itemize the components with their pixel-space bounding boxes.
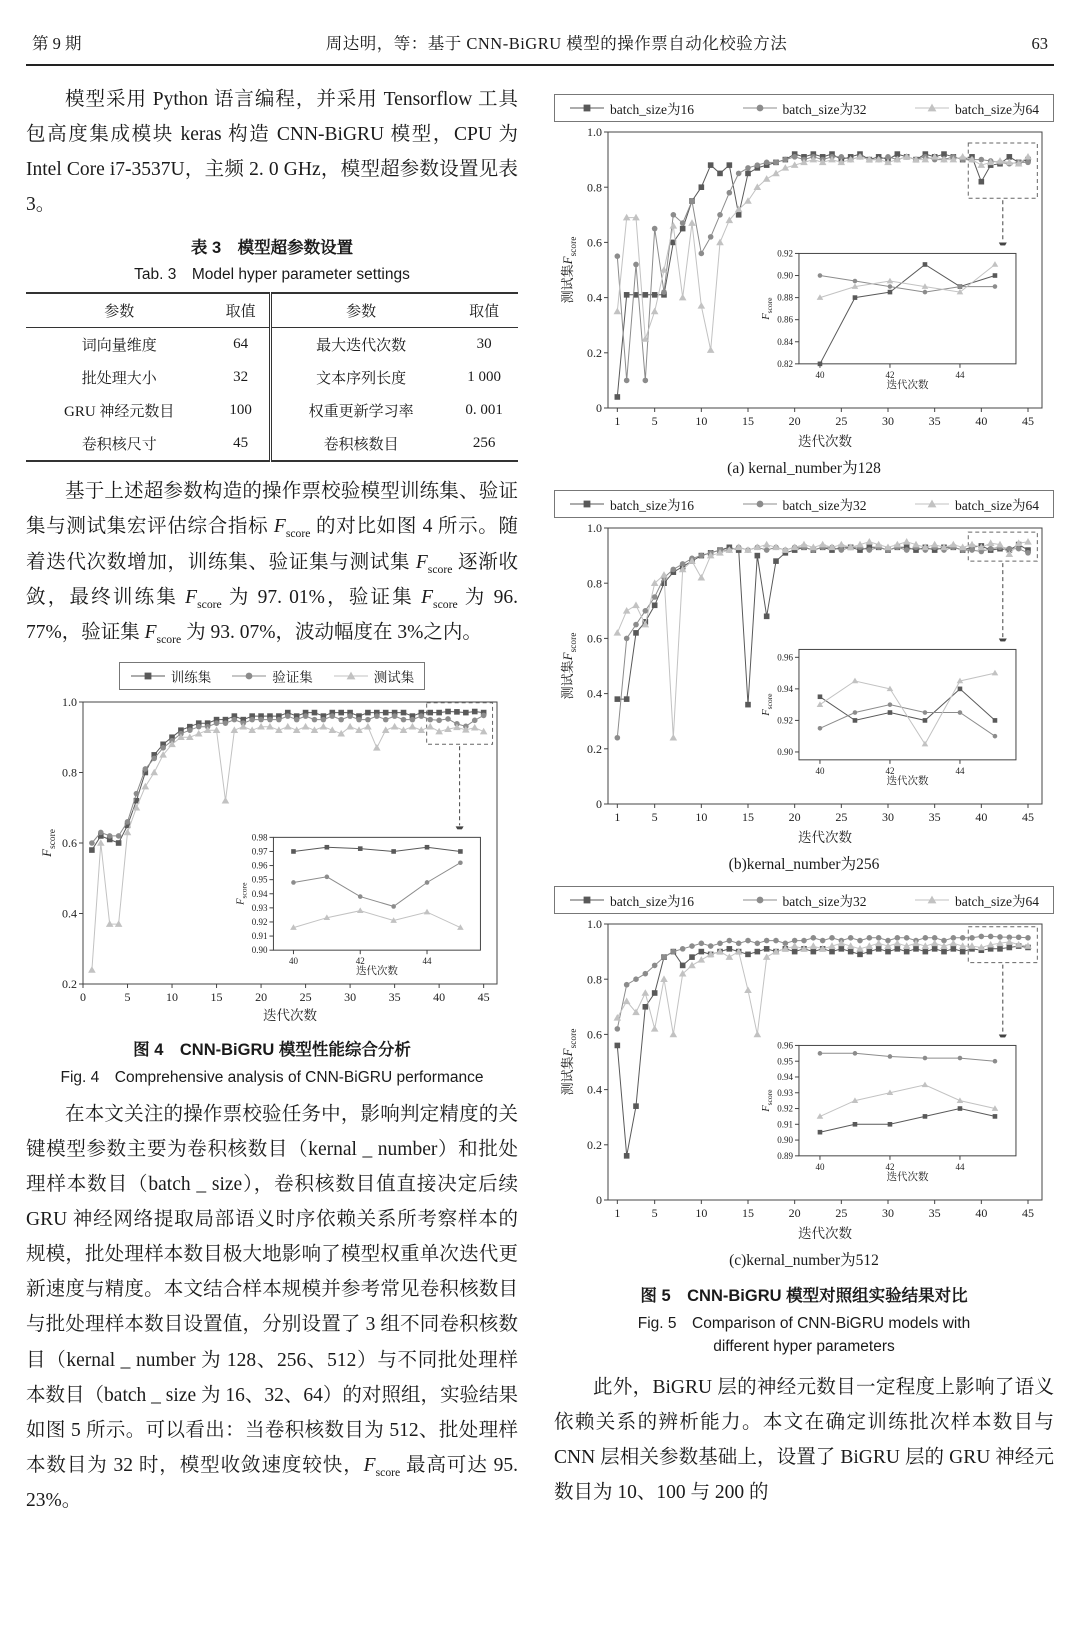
svg-text:迭代次数: 迭代次数 — [263, 1007, 317, 1023]
svg-text:0.92: 0.92 — [777, 1103, 793, 1114]
svg-text:10: 10 — [166, 989, 179, 1004]
col-header: 参数 — [270, 293, 450, 328]
svg-text:0.94: 0.94 — [777, 683, 793, 694]
svg-text:0.90: 0.90 — [777, 1135, 793, 1146]
table-cell: 文本序列长度 — [270, 361, 450, 394]
legend-label: 验证集 — [272, 669, 313, 685]
figure5c-subcaption: (c)kernal_number为512 — [729, 1252, 879, 1269]
table-cell: 批处理大小 — [81, 371, 157, 388]
svg-text:0.92: 0.92 — [777, 715, 793, 726]
square-marker-icon — [569, 498, 605, 510]
svg-text:44: 44 — [955, 369, 965, 380]
col-header: 参数 — [26, 293, 212, 328]
svg-text:0.6: 0.6 — [587, 631, 602, 646]
legend-item — [130, 666, 212, 686]
running-title: 周达明，等：基于 CNN-BiGRU 模型的操作票自动化校验方法 — [325, 34, 788, 53]
figure5c-legend — [554, 886, 1054, 914]
svg-text:0.97: 0.97 — [251, 846, 268, 857]
svg-text:0.90: 0.90 — [251, 945, 268, 956]
legend-label: 训练集 — [170, 669, 212, 685]
legend-item — [742, 98, 867, 118]
figure5b — [554, 490, 1054, 874]
svg-text:0.98: 0.98 — [251, 832, 268, 843]
svg-text:42: 42 — [355, 956, 365, 967]
table-row — [26, 427, 518, 461]
svg-text:1.0: 1.0 — [587, 125, 602, 140]
svg-text:1: 1 — [614, 1206, 621, 1220]
svg-text:30: 30 — [882, 414, 894, 428]
svg-text:0.96: 0.96 — [777, 1040, 793, 1051]
svg-text:40: 40 — [288, 956, 298, 967]
hyperparameter-table — [26, 292, 518, 462]
svg-text:0: 0 — [80, 989, 86, 1004]
svg-text:30: 30 — [882, 1206, 894, 1220]
figure4 — [26, 662, 518, 1087]
legend-label: batch_size为64 — [955, 498, 1039, 513]
svg-text:Fscore: $F_{score}$ — [760, 1089, 775, 1112]
svg-text:0.84: 0.84 — [777, 336, 793, 347]
legend-item — [569, 98, 694, 118]
svg-text:10: 10 — [695, 1206, 708, 1220]
svg-text:迭代次数: 迭代次数 — [798, 1226, 852, 1241]
svg-text:迭代次数: 迭代次数 — [798, 830, 852, 845]
circle-marker-icon — [742, 498, 778, 510]
svg-text:5: 5 — [124, 989, 131, 1004]
svg-text:Fscore: $F_{score}$ — [760, 297, 775, 320]
svg-text:0.96: 0.96 — [251, 860, 268, 871]
svg-text:0.86: 0.86 — [777, 314, 793, 325]
svg-text:0.96: 0.96 — [777, 652, 793, 663]
svg-text:0.94: 0.94 — [251, 888, 268, 899]
figure5c — [554, 886, 1054, 1270]
svg-text:5: 5 — [651, 414, 658, 428]
svg-text:35: 35 — [928, 810, 941, 824]
svg-text:0.2: 0.2 — [587, 741, 602, 756]
svg-text:15: 15 — [742, 414, 754, 428]
svg-text:0.89: 0.89 — [777, 1150, 793, 1161]
figure5-caption-zh: 图 5 CNN-BiGRU 模型对照组实验结果对比 — [640, 1287, 968, 1305]
svg-text:0.90: 0.90 — [777, 747, 793, 758]
svg-text:15: 15 — [742, 810, 754, 824]
svg-text:0.93: 0.93 — [251, 902, 268, 913]
svg-text:15: 15 — [742, 1206, 754, 1220]
svg-text:40: 40 — [975, 810, 988, 824]
svg-text:测试集Fscore: 测试集$F_{score}$ — [560, 236, 579, 304]
svg-text:0.8: 0.8 — [587, 180, 602, 195]
svg-text:20: 20 — [788, 810, 801, 824]
two-column-layout — [26, 82, 1054, 1522]
svg-text:25: 25 — [299, 989, 312, 1004]
legend-label: batch_size为64 — [955, 894, 1039, 909]
svg-text:0: 0 — [596, 797, 602, 812]
legend-label: batch_size为32 — [782, 498, 867, 513]
svg-text:0.4: 0.4 — [587, 290, 602, 305]
svg-text:42: 42 — [885, 765, 895, 776]
table-cell: 权重更新学习率 — [270, 394, 450, 427]
svg-text:0: 0 — [596, 1193, 602, 1208]
svg-text:0.95: 0.95 — [251, 874, 268, 885]
svg-text:5: 5 — [651, 1206, 658, 1220]
paragraph-hyperparameter-discussion: 在本文关注的操作票校验任务中，影响判定精度的关键模型参数主要为卷积核数目（kernal _ number）和批处理样本数目（batch _ size），卷积核数目值直接决定后续 GRU 神经网络提取局部语义时序依赖关系所考察样本的规模，批处理样本数目极大地影响了模型权重单次迭代更新速度与精度。本文结合样本规模并参考常见卷积核数目与批处理样本数目设置值，分别设置了 3 组不同卷积核数目（kernal _ number 为 128、256、512）与不同批处理样本数目（batch _ size 为 16、32、64）的对照组，实验结果如图 5 所示。可以看出：当卷积核数目为 512、批处理样本数目为 32 时，模型收敛速度较快，$F_{score}$ 最高可达 95. 23%。 — [26, 1103, 518, 1511]
table-cell: 卷积核数目 — [270, 427, 450, 461]
svg-text:0.8: 0.8 — [62, 765, 77, 780]
svg-text:15: 15 — [210, 989, 223, 1004]
paragraph-fscore-convergence: 基于上述超参数构造的操作票校验模型训练集、验证集与测试集宏评估综合指标 $F_{score}$ 的对比如图 4 所示。随着迭代次数增加，训练集、验证集与测试集 $F_{score}$ 逐渐收敛，最终训练集 $F_{score}$ 为 97. 01%，验证集 $F_{score}$ 为 96. 77%，验证集 $F_{score}$ 为 93. 07%，波动幅度在 3%之内。 — [26, 481, 518, 646]
circle-marker-icon — [742, 894, 778, 906]
svg-text:迭代次数: 迭代次数 — [886, 775, 929, 787]
table-row — [26, 394, 518, 427]
figure5c-chart — [558, 916, 1050, 1246]
paragraph-bigru-neurons: 此外，BiGRU 层的神经元数目一定程度上影响了语义依赖关系的辨析能力。本文在确定训练批次样本数目与 CNN 层相关参数基础上，设置了 BiGRU 层的 GRU 神经元数目为 10、100 与 200 的 — [554, 1377, 1054, 1504]
svg-text:40: 40 — [815, 1161, 825, 1172]
figure4-caption-en: Fig. 4 Comprehensive analysis of CNN-BiGRU performance — [60, 1068, 484, 1086]
legend-item — [742, 890, 867, 910]
legend-label: batch_size为16 — [610, 498, 694, 513]
paragraph-model-implementation: 模型采用 Python 语言编程，并采用 Tensorflow 工具包高度集成模块 keras 构造 CNN-BiGRU 模型，CPU 为 Intel Core i7-3537U，主频 2. 0 GHz，模型超参数设置见表 3。 — [26, 89, 518, 216]
svg-text:25: 25 — [835, 1206, 848, 1220]
figure5b-legend — [554, 490, 1054, 518]
table-header-row — [26, 293, 518, 328]
legend-item — [914, 494, 1039, 514]
legend-item — [231, 666, 313, 686]
figure4-chart — [37, 692, 507, 1028]
table3-caption-en: Tab. 3 Model hyper parameter settings — [134, 266, 410, 284]
svg-text:20: 20 — [255, 989, 268, 1004]
legend-item — [914, 98, 1039, 118]
svg-text:30: 30 — [344, 989, 357, 1004]
figure5-caption-en-line2: different hyper parameters — [713, 1338, 895, 1355]
svg-text:10: 10 — [695, 810, 708, 824]
svg-text:1.0: 1.0 — [587, 521, 602, 536]
legend-item — [914, 890, 1039, 910]
svg-text:45: 45 — [1022, 414, 1034, 428]
svg-text:40: 40 — [815, 369, 825, 380]
svg-text:44: 44 — [955, 1161, 965, 1172]
table-cell: 100 — [229, 402, 252, 419]
svg-text:0.90: 0.90 — [777, 270, 793, 281]
svg-text:0.2: 0.2 — [587, 345, 602, 360]
svg-text:0.8: 0.8 — [587, 972, 602, 987]
svg-text:35: 35 — [388, 989, 401, 1004]
svg-text:20: 20 — [788, 1206, 801, 1220]
table3-caption-zh: 表 3 模型超参数设置 — [190, 239, 354, 258]
legend-item — [569, 494, 694, 514]
square-marker-icon — [569, 102, 605, 114]
svg-text:Fscore: $F_{score}$ — [760, 693, 775, 716]
legend-item — [333, 666, 415, 686]
svg-text:40: 40 — [433, 989, 446, 1004]
svg-text:0.4: 0.4 — [587, 686, 602, 701]
svg-text:迭代次数: 迭代次数 — [886, 379, 929, 391]
table-cell: 64 — [233, 336, 249, 353]
svg-text:1: 1 — [614, 810, 621, 824]
svg-text:迭代次数: 迭代次数 — [355, 966, 398, 978]
svg-text:45: 45 — [1022, 810, 1034, 824]
figure5b-chart — [558, 520, 1050, 850]
table-row — [26, 361, 518, 394]
page-number: 63 — [1031, 34, 1048, 53]
svg-text:42: 42 — [885, 369, 895, 380]
table-cell: 32 — [233, 369, 249, 386]
svg-text:0.93: 0.93 — [777, 1087, 793, 1098]
table-cell: 30 — [476, 336, 492, 353]
table-cell: 词向量维度 — [81, 338, 157, 355]
svg-text:测试集Fscore: 测试集$F_{score}$ — [560, 632, 579, 700]
svg-text:20: 20 — [788, 414, 801, 428]
table-row — [26, 328, 518, 362]
svg-text:45: 45 — [1022, 1206, 1034, 1220]
svg-text:35: 35 — [928, 414, 941, 428]
svg-text:0.2: 0.2 — [587, 1137, 602, 1152]
triangle-marker-icon — [333, 670, 369, 682]
svg-text:40: 40 — [975, 1206, 988, 1220]
svg-text:0.82: 0.82 — [777, 358, 793, 369]
svg-text:44: 44 — [422, 956, 432, 967]
svg-text:10: 10 — [695, 414, 708, 428]
table-cell: 256 — [472, 435, 496, 452]
right-column — [554, 82, 1054, 1522]
table-cell: 45 — [233, 435, 249, 452]
svg-text:0.2: 0.2 — [62, 976, 77, 991]
figure5a-legend — [554, 94, 1054, 122]
figure5b-subcaption: (b)kernal_number为256 — [728, 856, 880, 873]
svg-text:1: 1 — [614, 414, 621, 428]
svg-text:迭代次数: 迭代次数 — [886, 1171, 929, 1183]
legend-label: batch_size为16 — [610, 102, 694, 117]
figure5a-chart — [558, 124, 1050, 454]
triangle-marker-icon — [914, 102, 950, 114]
left-column — [26, 82, 518, 1522]
svg-text:44: 44 — [955, 765, 965, 776]
page-header — [26, 26, 1054, 66]
svg-text:0.88: 0.88 — [777, 292, 793, 303]
svg-text:45: 45 — [477, 989, 490, 1004]
svg-text:42: 42 — [885, 1161, 895, 1172]
legend-label: 测试集 — [373, 669, 415, 685]
svg-text:40: 40 — [975, 414, 988, 428]
figure5a — [554, 94, 1054, 478]
legend-item — [742, 494, 867, 514]
svg-text:0.91: 0.91 — [777, 1119, 793, 1130]
legend-label: batch_size为32 — [782, 894, 867, 909]
table-cell: GRU 神经元数目 — [64, 404, 175, 421]
legend-label: batch_size为32 — [782, 102, 867, 117]
svg-text:测试集Fscore: 测试集$F_{score}$ — [560, 1028, 579, 1096]
circle-marker-icon — [742, 102, 778, 114]
svg-text:25: 25 — [835, 810, 848, 824]
table-cell: 1 000 — [467, 369, 502, 386]
table-cell: 0. 001 — [465, 402, 503, 419]
svg-text:40: 40 — [815, 765, 825, 776]
svg-text:0.94: 0.94 — [777, 1072, 793, 1083]
journal-issue: 第 9 期 — [32, 34, 82, 53]
svg-text:0.4: 0.4 — [587, 1082, 602, 1097]
svg-text:0.95: 0.95 — [777, 1056, 793, 1067]
triangle-marker-icon — [914, 498, 950, 510]
table-cell: 卷积核尺寸 — [81, 437, 157, 454]
legend-label: batch_size为64 — [955, 102, 1039, 117]
svg-text:0.92: 0.92 — [777, 248, 793, 259]
square-marker-icon — [569, 894, 605, 906]
svg-text:1.0: 1.0 — [62, 694, 77, 709]
svg-text:0.8: 0.8 — [587, 576, 602, 591]
svg-text:25: 25 — [835, 414, 848, 428]
figure4-legend — [119, 662, 426, 690]
svg-text:0.6: 0.6 — [587, 235, 602, 250]
svg-text:0.6: 0.6 — [587, 1027, 602, 1042]
figure4-caption-zh: 图 4 CNN-BiGRU 模型性能综合分析 — [133, 1040, 411, 1059]
figure5-caption-en-line1: Fig. 5 Comparison of CNN-BiGRU models with — [637, 1315, 971, 1332]
svg-text:1.0: 1.0 — [587, 917, 602, 932]
legend-label: batch_size为16 — [610, 894, 694, 909]
table-cell: 最大迭代次数 — [270, 328, 450, 362]
svg-text:迭代次数: 迭代次数 — [798, 434, 852, 449]
svg-text:0: 0 — [596, 401, 602, 416]
svg-text:0.6: 0.6 — [62, 835, 77, 850]
square-marker-icon — [130, 670, 166, 682]
svg-text:30: 30 — [882, 810, 894, 824]
figure5a-subcaption: (a) kernal_number为128 — [727, 460, 881, 477]
svg-text:0.91: 0.91 — [251, 930, 268, 941]
svg-text:Fscore: $F_{score}$ — [235, 882, 249, 905]
circle-marker-icon — [231, 670, 267, 682]
legend-item — [569, 890, 694, 910]
svg-text:5: 5 — [651, 810, 658, 824]
triangle-marker-icon — [914, 894, 950, 906]
svg-text:0.92: 0.92 — [251, 916, 268, 927]
svg-text:35: 35 — [928, 1206, 941, 1220]
col-header: 取值 — [212, 293, 270, 328]
col-header: 取值 — [450, 293, 518, 328]
svg-text:Fscore: $F_{score}$ — [39, 829, 58, 857]
svg-text:0.4: 0.4 — [62, 906, 77, 921]
